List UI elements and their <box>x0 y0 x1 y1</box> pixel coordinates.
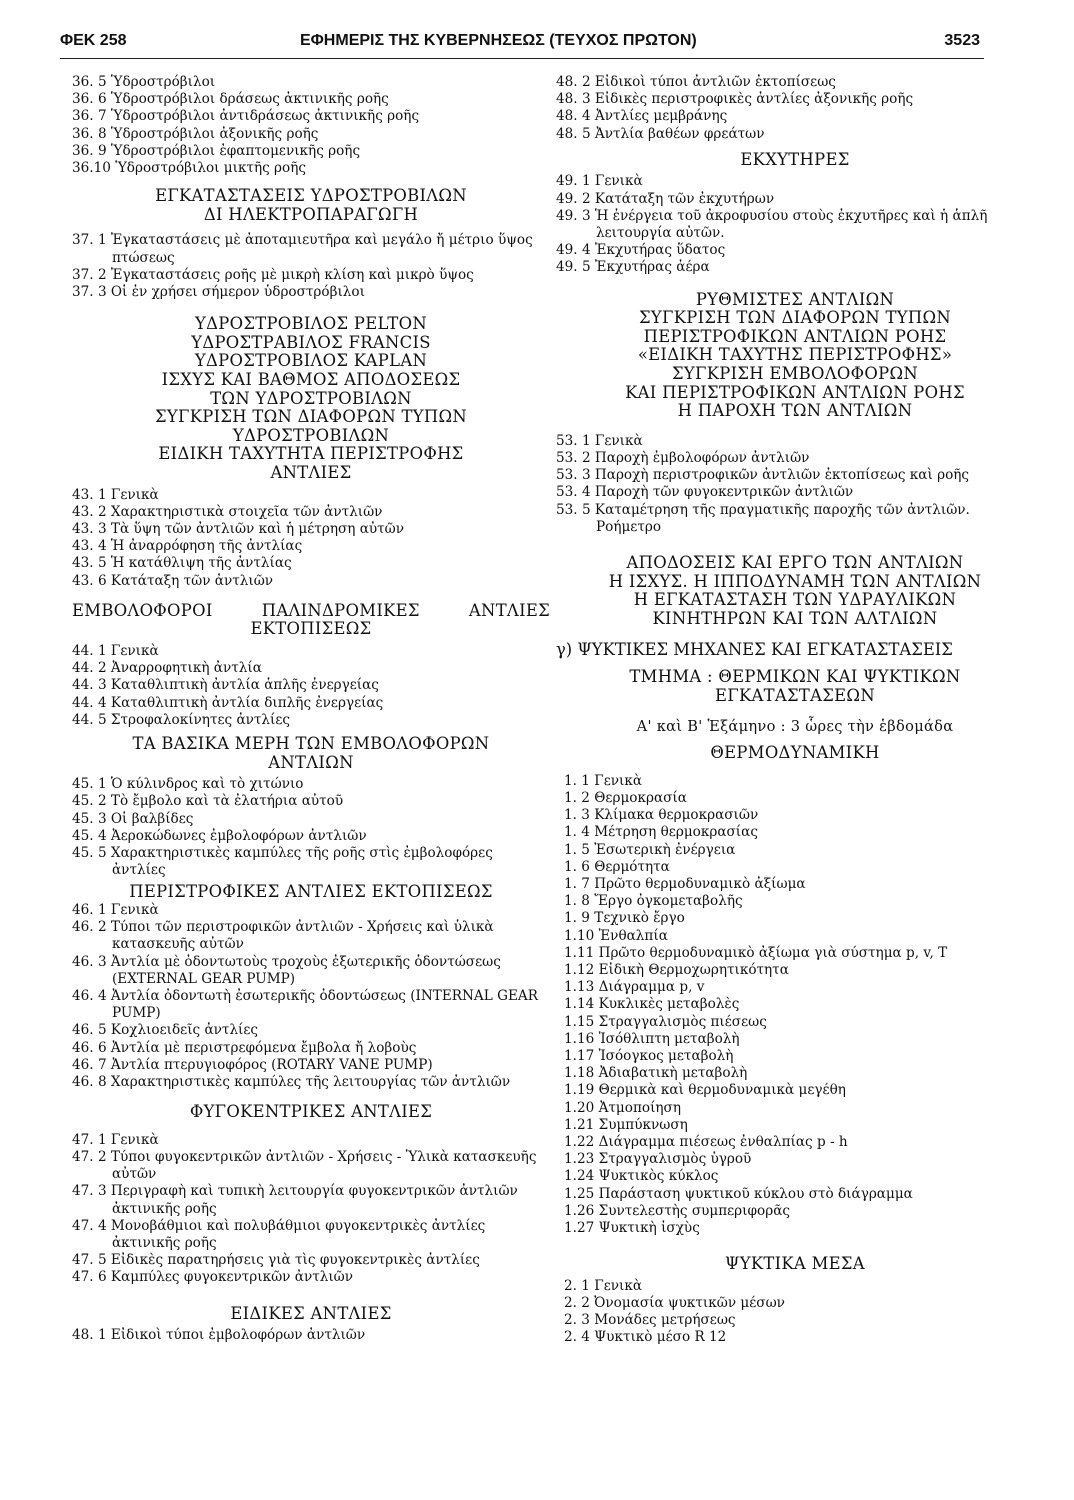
title-thermodynamics: ΘΕΡΜΟΔΥΝΑΜΙΚΗ <box>710 743 880 763</box>
page-header <box>60 30 984 59</box>
list-36 <box>72 74 550 177</box>
list-item: 1.21 Συμπύκνωση <box>564 1116 688 1133</box>
list-item: 47. 5 Εἰδικὲς παρατηρήσεις γιὰ τὶς φυγοκεντρικὲς ἀντλίες <box>72 1252 480 1269</box>
section-title: ΥΔΡΟΣΤΡΟΒΙΛΩΝ <box>232 425 390 445</box>
section-title: ΑΝΤΛΙΩΝ <box>268 752 354 772</box>
title-word: ΕΜΒΟΛΟΦΟΡΟΙ <box>72 600 213 620</box>
list-item: 49. 3 Ἡ ἐνέργεια τοῦ ἀκροφυσίου στοὺς ἐκχυτῆρες καὶ ἡ ἁπλῆ λειτουργία αὐτῶν. <box>556 207 988 242</box>
gazette-issue: ΦΕΚ 258 <box>60 32 127 49</box>
section-title: ΑΠΟΔΟΣΕΙΣ ΚΑΙ ΕΡΓΟ ΤΩΝ ΑΝΤΛΙΩΝ <box>626 553 964 572</box>
list-item: 49. 2 Κατάταξη τῶν ἐκχυτήρων <box>556 190 775 207</box>
list-item: 49. 5 Ἐκχυτήρας ἀέρα <box>556 259 710 276</box>
list-item: 1. 5 Ἐσωτερικὴ ἐνέργεια <box>564 841 736 858</box>
list-item: 47. 1 Γενικὰ <box>72 1131 159 1148</box>
list-item: 1. 8 Ἔργο ὀγκομεταβολῆς <box>564 893 743 910</box>
list-item: 46. 5 Κοχλιοειδεῖς ἀντλίες <box>72 1022 259 1039</box>
title-rotary: ΠΕΡΙΣΤΡΟΦΙΚΕΣ ΑΝΤΛΙΕΣ ΕΚΤΟΠΙΣΕΩΣ <box>129 882 493 902</box>
section-title: Η ΠΑΡΟΧΗ ΤΩΝ ΑΝΤΛΙΩΝ <box>677 401 913 421</box>
list-43 <box>72 487 550 590</box>
list-49 <box>556 173 1034 276</box>
title-basic-parts <box>72 735 550 772</box>
list-item: 1.25 Παράσταση ψυκτικοῦ κύκλου στὸ διάγραμμα <box>564 1185 913 1202</box>
schedule: Α' καὶ Β' Ἑξάμηνο : 3 ὧρες τὴν ἑβδομάδα <box>636 717 954 735</box>
list-item: 43. 3 Τὰ ὕψη τῶν ἀντλιῶν καὶ ἡ μέτρηση αὐτῶν <box>72 520 405 537</box>
list-item: 46. 1 Γενικὰ <box>72 901 159 918</box>
list-item: 53. 2 Παροχὴ ἐμβολοφόρων ἀντλιῶν <box>556 449 810 466</box>
title-department <box>556 668 1034 705</box>
list-item: 1.18 Ἀδιαβατικὴ μεταβολὴ <box>564 1065 748 1082</box>
list-item: 44. 3 Καταθλιπτικὴ ἀντλία ἁπλῆς ἐνεργείας <box>72 677 379 694</box>
list-item: 37. 3 Οἱ ἐν χρήσει σήμερον ὑδροστρόβιλοι <box>72 284 365 301</box>
section-title: ΥΔΡΟΣΤΡΑΒΙΛΟΣ FRANCIS <box>191 332 431 352</box>
title-special: ΕΙΔΙΚΕΣ ΑΝΤΛΙΕΣ <box>230 1303 392 1323</box>
list-item: 1. 1 Γενικὰ <box>564 772 643 789</box>
list-item: 36. 9 Ὑδροστρόβιλοι ἐφαπτομενικῆς ροῆς <box>72 142 361 159</box>
list-item: 36. 8 Ὑδροστρόβιλοι ἀξονικῆς ροῆς <box>72 125 319 142</box>
list-item: 1.15 Στραγγαλισμὸς πιέσεως <box>564 1013 767 1030</box>
list-item: 48. 2 Εἰδικοὶ τύποι ἀντλιῶν ἐκτοπίσεως <box>556 74 836 90</box>
title-word: ΑΝΤΛΙΕΣ <box>468 600 550 620</box>
title-ejectors: ΕΚΧΥΤΗΡΕΣ <box>740 149 850 169</box>
list-item: 48. 5 Ἀντλία βαθέων φρεάτων <box>556 125 765 142</box>
list-item: 49. 1 Γενικὰ <box>556 173 643 190</box>
list-47 <box>72 1132 550 1287</box>
title-regulators <box>556 291 1034 421</box>
list-item: 47. 3 Περιγραφὴ καὶ τυπικὴ λειτουργία φυγοκεντρικῶν ἀντλιῶν ἀκτινικῆς ροῆς <box>72 1183 518 1217</box>
section-title: ΠΕΡΙΣΤΡΟΦΙΚΩΝ ΑΝΤΛΙΩΝ ΡΟΗΣ <box>643 326 947 346</box>
page-number: 3523 <box>944 32 980 49</box>
list-item: 1.16 Ἰσόθλιπτη μεταβολὴ <box>564 1030 740 1047</box>
list-item: 45. 1 Ὁ κύλινδρος καὶ τὸ χιτώνιο <box>72 776 304 793</box>
list-item: 44. 1 Γενικὰ <box>72 642 159 659</box>
section-title: ΕΓΚΑΤΑΣΤΑΣΕΩΝ <box>715 685 875 705</box>
title-centrifugal: ΦΥΓΟΚΕΝΤΡΙΚΕΣ ΑΝΤΛΙΕΣ <box>189 1102 433 1122</box>
section-title: ΕΚΤΟΠΙΣΕΩΣ <box>250 619 372 639</box>
list-item: 37. 2 Ἐγκαταστάσεις ροῆς μὲ μικρὴ κλίση καὶ μικρὸ ὕψος <box>72 266 474 283</box>
section-title: Η ΙΣΧΥΣ. Η ΙΠΠΟΔΥΝΑΜΗ ΤΩΝ ΑΝΤΛΙΩΝ <box>608 571 982 591</box>
list-item: 1.10 Ἐνθαλπία <box>564 927 668 944</box>
section-title: «ΕΙΔΙΚΗ ΤΑΧΥΤΗΣ ΠΕΡΙΣΤΡΟΦΗΣ» <box>637 345 953 365</box>
list-item: 47. 4 Μονοβάθμιοι καὶ πολυβάθμιοι φυγοκεντρικὲς ἀντλίες ἀκτινικῆς ροῆς <box>72 1217 486 1252</box>
section-refrigeration: γ) ΨΥΚΤΙΚΕΣ ΜΗΧΑΝΕΣ ΚΑΙ ΕΓΚΑΤΑΣΤΑΣΕΙΣ <box>556 640 953 660</box>
list-item: 1.22 Διάγραμμα πιέσεως ἐνθαλπίας p - h <box>564 1134 848 1151</box>
list-item: 1.24 Ψυκτικὸς κύκλος <box>564 1168 719 1185</box>
list-item: 46. 8 Χαρακτηριστικὲς καμπύλες τῆς λειτουργίας τῶν ἀντλιῶν <box>72 1074 511 1091</box>
section-title: ΣΥΓΚΡΙΣΗ ΤΩΝ ΔΙΑΦΟΡΩΝ ΤΥΠΩΝ <box>155 407 467 427</box>
section-title: ΣΥΓΚΡΙΣΗ ΤΩΝ ΔΙΑΦΟΡΩΝ ΤΥΠΩΝ <box>639 308 951 328</box>
list-item: 37. 1 Ἐγκαταστάσεις μὲ ἀποταμιευτῆρα καὶ μεγάλο ἤ μέτριο ὕψος πτώσεως <box>72 232 533 266</box>
list-item: 1. 3 Κλίμακα θερμοκρασιῶν <box>564 807 759 824</box>
list-item: 46. 7 Ἀντλία πτερυγιοφόρος (ROTARY VANE PUMP) <box>72 1056 433 1073</box>
list-item: 1.27 Ψυκτικὴ ἰσχὺς <box>564 1220 700 1237</box>
list-item: 2. 4 Ψυκτικὸ μέσο R 12 <box>564 1329 727 1346</box>
list-item: 43. 1 Γενικὰ <box>72 486 159 503</box>
list-item: 1.19 Θερμικὰ καὶ θερμοδυναμικὰ μεγέθη <box>564 1082 846 1099</box>
list-item: 1. 2 Θερμοκρασία <box>564 789 687 806</box>
list-item: 46. 2 Τύποι τῶν περιστροφικῶν ἀντλιῶν - Χρήσεις καὶ ὑλικὰ κατασκευῆς αὐτῶν <box>72 919 494 953</box>
list-item: 46. 4 Ἀντλία ὀδοντωτὴ ἐσωτερικῆς ὀδοντώσεως (INTERNAL GEAR PUMP) <box>72 988 538 1022</box>
list-item: 36. 6 Ὑδροστρόβιλοι δράσεως ἀκτινικῆς ροῆς <box>72 91 389 108</box>
section-title: ΙΣΧΥΣ ΚΑΙ ΒΑΘΜΟΣ ΑΠΟΔΟΣΕΩΣ <box>161 370 461 389</box>
list-item: 2. 1 Γενικὰ <box>564 1277 643 1294</box>
title-turbines <box>72 315 550 482</box>
list-item: 36. 5 Ὑδροστρόβιλοι <box>72 74 216 90</box>
list-item: 1. 6 Θερμότητα <box>564 858 670 875</box>
list-item: 36.10 Ὑδροστρόβιλοι μικτῆς ροῆς <box>72 160 306 177</box>
section-title: ΚΙΝΗΤΗΡΩΝ ΚΑΙ ΤΩΝ ΑΛΤΛΙΩΝ <box>652 608 938 628</box>
list-item: 48. 3 Εἰδικὲς περιστροφικὲς ἀντλίες ἀξονικῆς ροῆς <box>556 91 914 108</box>
section-title: ΥΔΡΟΣΤΡΟΒΙΛΟΣ KAPLAN <box>194 351 428 371</box>
list-item: 47. 6 Καμπύλες φυγοκεντρικῶν ἀντλιῶν <box>72 1269 354 1286</box>
list-item: 43. 5 Ἡ κατάθλιψη τῆς ἀντλίας <box>72 555 292 572</box>
list-item: 1.26 Συντελεστὴς συμπεριφορᾶς <box>564 1202 790 1219</box>
list-48a <box>72 1327 550 1344</box>
list-37 <box>72 232 550 301</box>
section-title: ΤΜΗΜΑ : ΘΕΡΜΙΚΩΝ ΚΑΙ ΨΥΚΤΙΚΩΝ <box>629 667 961 687</box>
left-column <box>72 74 550 1344</box>
list-item: 43. 4 Ἡ ἀναρρόφηση τῆς ἀντλίας <box>72 538 303 555</box>
list-item: 45. 2 Τὸ ἔμβολο καὶ τὰ ἐλατήρια αὐτοῦ <box>72 793 344 810</box>
list-item: 2. 3 Μονάδες μετρήσεως <box>564 1312 736 1329</box>
list-item: 45. 5 Χαρακτηριστικὲς καμπύλες τῆς ροῆς στὶς ἐμβολοφόρες ἀντλίες <box>72 844 493 879</box>
list-item: 1.20 Ἀτμοποίηση <box>564 1099 681 1116</box>
list-item: 36. 7 Ὑδροστρόβιλοι ἀντιδράσεως ἀκτινικῆς ροῆς <box>72 108 420 125</box>
list-item: 1. 9 Τεχνικὸ ἔργο <box>564 910 685 927</box>
list-item: 53. 3 Παροχὴ περιστροφικῶν ἀντλιῶν ἐκτοπίσεως καὶ ροῆς <box>556 467 970 484</box>
list-2 <box>556 1278 1034 1347</box>
section-title: ΔΙ ΗΛΕΚΤΡΟΠΑΡΑΓΩΓΗ <box>203 204 419 224</box>
list-item: 53. 1 Γενικὰ <box>556 432 643 449</box>
list-item: 45. 4 Ἀεροκώδωνες ἐμβολοφόρων ἀντλιῶν <box>72 827 367 844</box>
title-performance <box>556 554 1034 628</box>
list-item: 45. 3 Οἱ βαλβίδες <box>72 810 194 827</box>
list-item: 43. 2 Χαρακτηριστικὰ στοιχεῖα τῶν ἀντλιῶν <box>72 503 383 520</box>
section-title: ΤΩΝ ΥΔΡΟΣΤΡΟΒΙΛΩΝ <box>210 388 412 408</box>
list-item: 1. 4 Μέτρηση θερμοκρασίας <box>564 824 758 841</box>
list-item: 48. 4 Ἀντλίες μεμβράνης <box>556 108 728 125</box>
gazette-title: ΕΦΗΜΕΡΙΣ ΤΗΣ ΚΥΒΕΡΝΗΣΕΩΣ (ΤΕΥΧΟΣ ΠΡΩΤΟΝ) <box>300 32 697 49</box>
list-1 <box>556 773 1034 1237</box>
list-item: 53. 5 Καταμέτρηση τῆς πραγματικῆς παροχῆς τῶν ἀντλιῶν. Ροήμετρο <box>556 501 970 535</box>
section-title: ΤΑ ΒΑΣΙΚΑ ΜΕΡΗ ΤΩΝ ΕΜΒΟΛΟΦΟΡΩΝ <box>132 733 490 753</box>
list-item: 48. 1 Εἰδικοὶ τύποι ἐμβολοφόρων ἀντλιῶν <box>72 1327 366 1344</box>
list-item: 44. 5 Στροφαλοκίνητες ἀντλίες <box>72 711 291 728</box>
section-title: ΚΑΙ ΠΕΡΙΣΤΡΟΦΙΚΩΝ ΑΝΤΛΙΩΝ ΡΟΗΣ <box>625 382 965 402</box>
list-item: 47. 2 Τύποι φυγοκεντρικῶν ἀντλιῶν - Χρήσεις - Ὑλικὰ κατασκευῆς αὐτῶν <box>72 1149 537 1183</box>
section-title: ΕΙΔΙΚΗ ΤΑΧΥΤΗΤΑ ΠΕΡΙΣΤΡΟΦΗΣ <box>158 444 464 464</box>
list-item: 1.12 Εἰδικὴ Θερμοχωρητικότητα <box>564 961 789 978</box>
list-46 <box>72 902 550 1091</box>
list-item: 1.13 Διάγραμμα p, v <box>564 979 705 996</box>
list-53 <box>556 433 1034 536</box>
title-reciprocating <box>72 602 550 621</box>
list-45 <box>72 776 550 879</box>
section-title: ΕΓΚΑΤΑΣΤΑΣΕΙΣ ΥΔΡΟΣΤΡΟΒΙΛΩΝ <box>155 186 467 206</box>
list-item: 46. 6 Ἀντλία μὲ περιστρεφόμενα ἔμβολα ἤ λοβοὺς <box>72 1039 417 1056</box>
list-item: 53. 4 Παροχὴ τῶν φυγοκεντρικῶν ἀντλιῶν <box>556 484 854 501</box>
list-item: 1.17 Ἰσόογκος μεταβολὴ <box>564 1048 734 1064</box>
section-title: ΥΔΡΟΣΤΡΟΒΙΛΟΣ PELTON <box>195 314 427 334</box>
list-item: 49. 4 Ἐκχυτήρας ὕδατος <box>556 242 726 259</box>
list-44 <box>72 643 550 729</box>
list-item: 44. 4 Καταθλιπτικὴ ἀντλία διπλῆς ἐνεργείας <box>72 694 384 711</box>
list-item: 44. 2 Ἀναρροφητικὴ ἀντλία <box>72 660 262 677</box>
list-48b <box>556 74 1034 143</box>
list-item: 43. 6 Κατάταξη τῶν ἀντλιῶν <box>72 572 274 589</box>
list-item: 1.14 Κυκλικὲς μεταβολὲς <box>564 996 740 1013</box>
list-item: 1.11 Πρῶτο θερμοδυναμικὸ ἀξίωμα γιὰ σύστημα p, v, T <box>564 944 948 961</box>
list-item: 2. 2 Ὀνομασία ψυκτικῶν μέσων <box>564 1295 785 1312</box>
title-refrigerants: ΨΥΚΤΙΚΑ ΜΕΣΑ <box>725 1254 865 1274</box>
title-installations <box>72 187 550 224</box>
section-title: Η ΕΓΚΑΤΑΣΤΑΣΗ ΤΩΝ ΥΔΡΑΥΛΙΚΩΝ <box>633 590 957 610</box>
list-item: 1. 7 Πρῶτο θερμοδυναμικὸ ἀξίωμα <box>564 875 806 892</box>
section-title: ΡΥΘΜΙΣΤΕΣ ΑΝΤΛΙΩΝ <box>695 289 895 309</box>
list-item: 1.23 Στραγγαλισμὸς ὑγροῦ <box>564 1151 752 1168</box>
section-title: ΑΝΤΛΙΕΣ <box>270 462 352 482</box>
list-item: 46. 3 Ἀντλία μὲ ὀδοντωτοὺς τροχοὺς ἐξωτερικῆς ὀδοντώσεως (EXTERNAL GEAR PUMP) <box>72 953 501 987</box>
right-column <box>556 74 1034 1347</box>
title-word: ΠΑΛΙΝΔΡΟΜΙΚΕΣ <box>261 600 420 620</box>
section-title: ΣΥΓΚΡΙΣΗ ΕΜΒΟΛΟΦΟΡΩΝ <box>672 364 918 383</box>
